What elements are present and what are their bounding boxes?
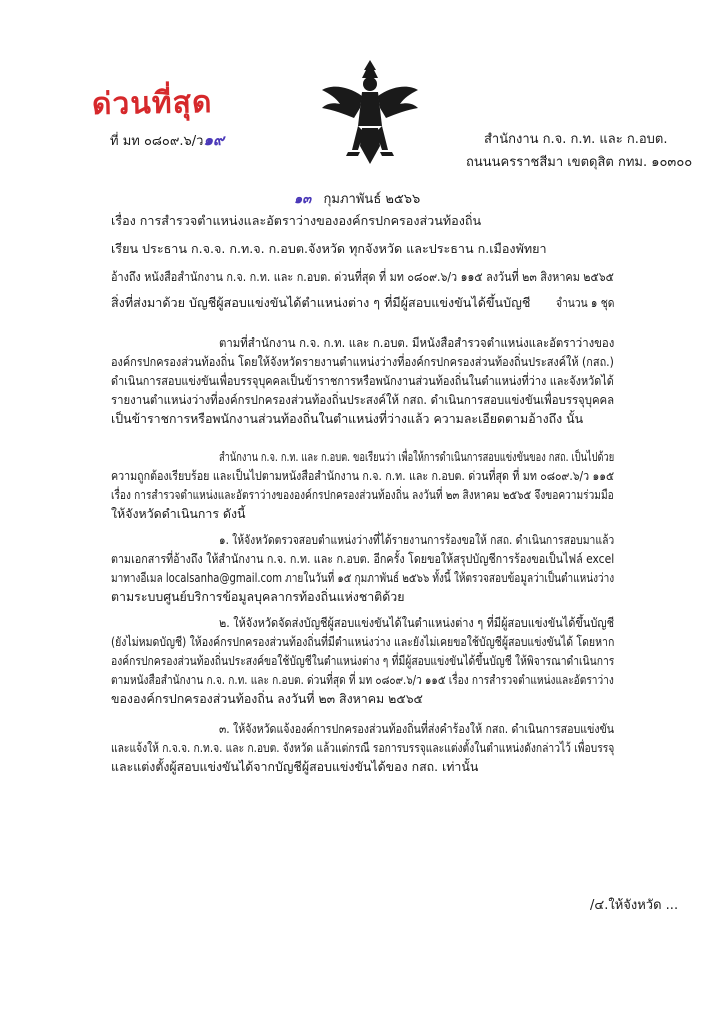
paragraph-line: ตามหนังสือสำนักงาน ก.จ. ก.ท. และ ก.อบต. ด่วนที่สุด ที่ มท ๐๘๐๙.๖/ว ๑๑๕ เรื่อง การสำรวจตำแหน่งและอัตราว่าง [111, 672, 614, 687]
paragraph-line: และแจ้งให้ ก.จ.จ. ก.ท.จ. และ ก.อบต. จังหวัด แล้วแต่กรณี รอการบรรจุและแต่งตั้งในตำแหน่งดังกล่าวไว้ เพื่อบรรจุ [111, 740, 615, 755]
paragraph-line: องค์กรปกครองส่วนท้องถิ่นประสงค์ขอใช้บัญชีในตำแหน่งต่าง ๆ ที่มีผู้สอบแข่งขันได้ขึ้นบัญชี ให้พิจารณาดำเนินการ [111, 653, 615, 668]
paragraph-line: องค์กรปกครองส่วนท้องถิ่น โดยให้จังหวัดรายงานตำแหน่งว่างที่องค์กรปกครองส่วนท้องถิ่นประสงค์ให้ (กสถ.) [111, 354, 614, 369]
paragraph-line: รายงานตำแหน่งว่างที่องค์กรปกครองส่วนท้องถิ่นประสงค์ให้ กสถ. ดำเนินการสอบแข่งขันเพื่อบรรจุบุคคล [111, 392, 615, 407]
paragraph-line: เป็นข้าราชการหรือพนักงานส่วนท้องถิ่นในตำแหน่งที่ว่างแล้ว ความละเอียดตามอ้างถึง นั้น [111, 411, 584, 426]
paragraph-line: ๒. ให้จังหวัดจัดส่งบัญชีผู้สอบแข่งขันได้ในตำแหน่งต่าง ๆ ที่มีผู้สอบแข่งขันได้ขึ้นบัญชี [219, 615, 615, 630]
office-name: สำนักงาน ก.จ. ก.ท. และ ก.อบต. [484, 132, 668, 147]
office-address: ถนนนครราชสีมา เขตดุสิต กทม. ๑๐๓๐๐ [466, 155, 693, 170]
paragraph-line: สำนักงาน ก.จ. ก.ท. และ ก.อบต. ขอเรียนว่า เพื่อให้การดำเนินการสอบแข่งขันของ กสถ. เป็นไปด้วย [219, 449, 615, 464]
page-continuation: /๔.ให้จังหวัด ... [590, 898, 679, 913]
date-month-year: กุมภาพันธ์ ๒๕๖๖ [323, 192, 421, 207]
document-date [294, 188, 420, 209]
paragraph-line: ๓. ให้จังหวัดแจ้งองค์การปกครองส่วนท้องถิ่นที่ส่งคำร้องให้ กสถ. ดำเนินการสอบแข่งขัน [219, 721, 615, 736]
enclosure-line: สิ่งที่ส่งมาด้วย บัญชีผู้สอบแข่งขันได้ตำแหน่งต่าง ๆ ที่มีผู้สอบแข่งขันได้ขึ้นบัญชี [111, 295, 531, 310]
paragraph-line: ดำเนินการสอบแข่งขันเพื่อบรรจุบุคคลเป็นข้าราชการหรือพนักงานส่วนท้องถิ่นในตำแหน่งที่ว่าง และจังหวัดได้ [111, 373, 614, 388]
ref-handwritten: ๑๙ [203, 131, 224, 149]
urgent-stamp: ด่วนที่สุด [91, 84, 213, 123]
paragraph-line: ๑. ให้จังหวัดตรวจสอบตำแหน่งว่างที่ได้รายงานการร้องขอให้ กสถ. ดำเนินการสอบมาแล้ว [219, 532, 615, 547]
enclosure-count: จำนวน ๑ ชุด [556, 295, 615, 310]
garuda-emblem-icon [318, 56, 422, 168]
reference-number [110, 128, 224, 152]
paragraph-line: ตามเอกสารที่อ้างถึง ให้สำนักงาน ก.จ. ก.ท. และ ก.อบต. อีกครั้ง โดยขอให้สรุปบัญชีการร้องขอเป็นไฟล์ excel [111, 551, 615, 566]
ref-prefix: ที่ มท ๐๘๐๙.๖/ว [110, 134, 204, 149]
paragraph-line: ตามระบบศูนย์บริการข้อมูลบุคลากรท้องถิ่นแห่งชาติด้วย [111, 589, 405, 604]
paragraph-line: (ยังไม่หมดบัญชี) ให้องค์กรปกครองส่วนท้องถิ่นที่มีตำแหน่งว่าง และยังไม่เคยขอใช้บัญชีผู้สอบแข่งขันได้ โดยหาก [111, 634, 615, 649]
paragraph-line: ตามที่สำนักงาน ก.จ. ก.ท. และ ก.อบต. มีหนังสือสำรวจตำแหน่งและอัตราว่างของ [219, 335, 615, 350]
paragraph-line: มาทางอีเมล localsanha@gmail.com ภายในวันที่ ๑๕ กุมภาพันธ์ ๒๕๖๖ ทั้งนี้ ให้ตรวจสอบข้อมูลว่าเป็นตำแหน่งว่าง [111, 570, 615, 585]
paragraph-line: ให้จังหวัดดำเนินการ ดังนี้ [111, 506, 246, 521]
paragraph-line: และแต่งตั้งผู้สอบแข่งขันได้จากบัญชีผู้สอบแข่งขันได้ของ กสถ. เท่านั้น [111, 759, 479, 774]
date-day: ๑๓ [294, 192, 312, 207]
reference-line: อ้างถึง หนังสือสำนักงาน ก.จ. ก.ท. และ ก.อบต. ด่วนที่สุด ที่ มท ๐๘๐๙.๖/ว ๑๑๕ ลงวันที่ ๒๓ สิงหาคม ๒๕๖๕ [111, 269, 614, 284]
subject-line: เรื่อง การสำรวจตำแหน่งและอัตราว่างขององค์กรปกครองส่วนท้องถิ่น [111, 213, 482, 228]
paragraph-line: ขององค์กรปกครองส่วนท้องถิ่น ลงวันที่ ๒๓ สิงหาคม ๒๕๖๕ [111, 691, 423, 706]
recipient-line: เรียน ประธาน ก.จ.จ. ก.ท.จ. ก.อบต.จังหวัด ทุกจังหวัด และประธาน ก.เมืองพัทยา [111, 241, 547, 256]
paragraph-line: ความถูกต้องเรียบร้อย และเป็นไปตามหนังสือสำนักงาน ก.จ. ก.ท. และ ก.อบต. ด่วนที่สุด ที่ มท ๐๘๐๙.๖/ว ๑๑๕ [111, 468, 615, 483]
paragraph-line: เรื่อง การสำรวจตำแหน่งและอัตราว่างขององค์กรปกครองส่วนท้องถิ่น ลงวันที่ ๒๓ สิงหาคม ๒๕๖๕ จึงขอความร่วมมือ [111, 487, 614, 502]
